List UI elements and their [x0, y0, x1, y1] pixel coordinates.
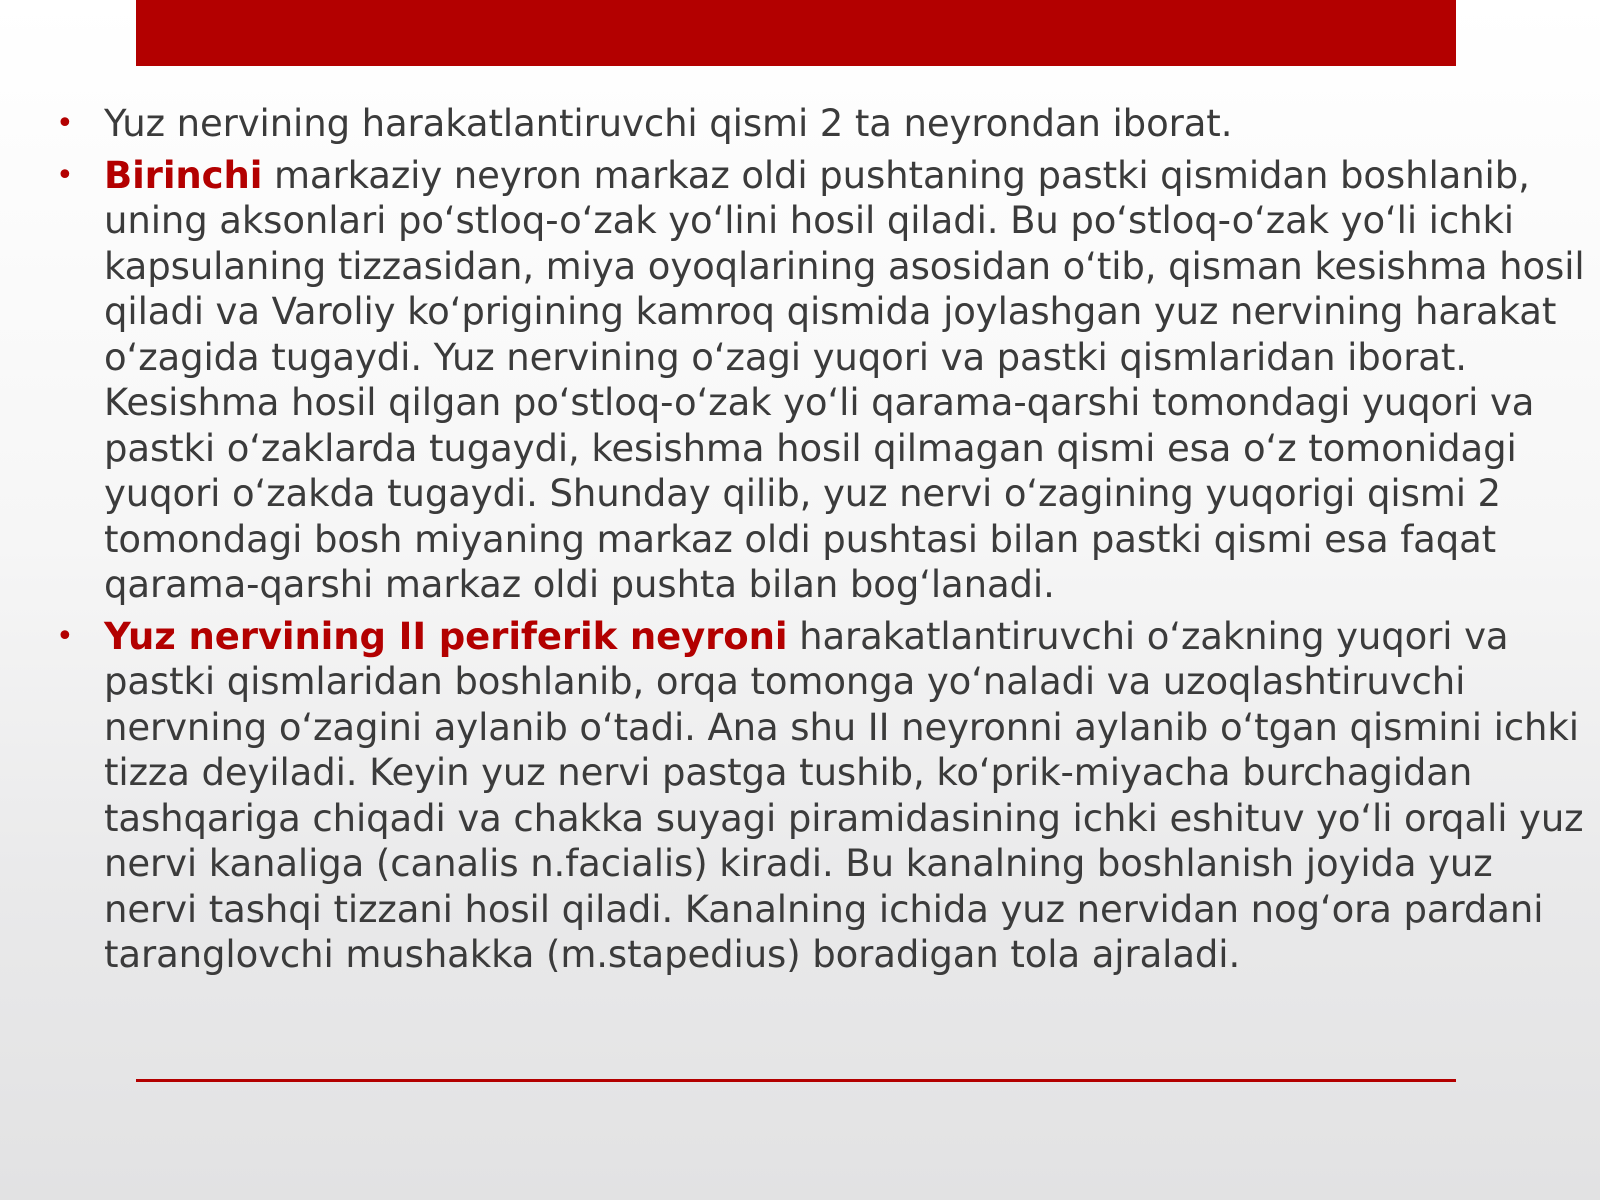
- bullet-item: [50, 101, 1590, 147]
- highlight-term: Birinchi: [104, 153, 263, 197]
- bullet-item: [50, 153, 1590, 608]
- bullet-marker: •: [56, 618, 74, 654]
- highlight-term: Yuz nervining II periferik neyroni: [104, 614, 788, 658]
- bullet-text: markaziy neyron markaz oldi pushtaning pastki qismidan boshlanib, uning aksonlari po‘stloq-o‘zak yo‘lini hosil qiladi. Bu po‘stloq-o‘zak yo‘li ichki kapsulaning tizzasidan, miya oyoqlarining asosidan o‘tib, qisman kesishma hosil qiladi va Varoliy ko‘prigining kamroq qismida joylashgan yuz nervining harakat o‘zagida tugaydi. Yuz nervining o‘zagi yuqori va pastki qismlaridan iborat. Kesishma hosil qilgan po‘stloq-o‘zak yo‘li qarama-qarshi tomondagi yuqori va pastki o‘zaklarda tugaydi, kesishma hosil qilmagan qismi esa o‘z tomonidagi yuqori o‘zakda tugaydi. Shunday qilib, yuz nervi o‘zagining yuqorigi qismi 2 tomondagi bosh miyaning markaz oldi pushtasi bilan pastki qismi esa faqat qarama-qarshi markaz oldi pushta bilan bog‘lanadi.: [104, 153, 1585, 606]
- bullet-marker: •: [56, 157, 74, 193]
- bullet-item: [50, 614, 1590, 978]
- bullet-text: Yuz nervining harakatlantiruvchi qismi 2 ta neyrondan iborat.: [104, 102, 1233, 145]
- header-red-band: [136, 0, 1456, 66]
- footer-red-rule: [136, 1079, 1456, 1082]
- bullet-marker: •: [56, 106, 74, 141]
- slide-body: [50, 101, 1590, 984]
- bullet-text: harakatlantiruvchi o‘zakning yuqori va pastki qismlaridan boshlanib, orqa tomonga yo‘naladi va uzoqlashtiruvchi nervning o‘zagini aylanib o‘tadi. Ana shu II neyronni aylanib o‘tgan qismini ichki tizza deyiladi. Keyin yuz nervi pastga tushib, ko‘prik-miyacha burchagidan tashqariga chiqadi va chakka suyagi piramidasining ichki eshituv yo‘li orqali yuz nervi kanaliga (canalis n.facialis) kiradi. Bu kanalning boshlanish joyida yuz nervi tashqi tizzani hosil qiladi. Kanalning ichida yuz nervidan nog‘ora pardani taranglovchi mushakka (m.stapedius) boradigan tola ajraladi.: [104, 614, 1584, 976]
